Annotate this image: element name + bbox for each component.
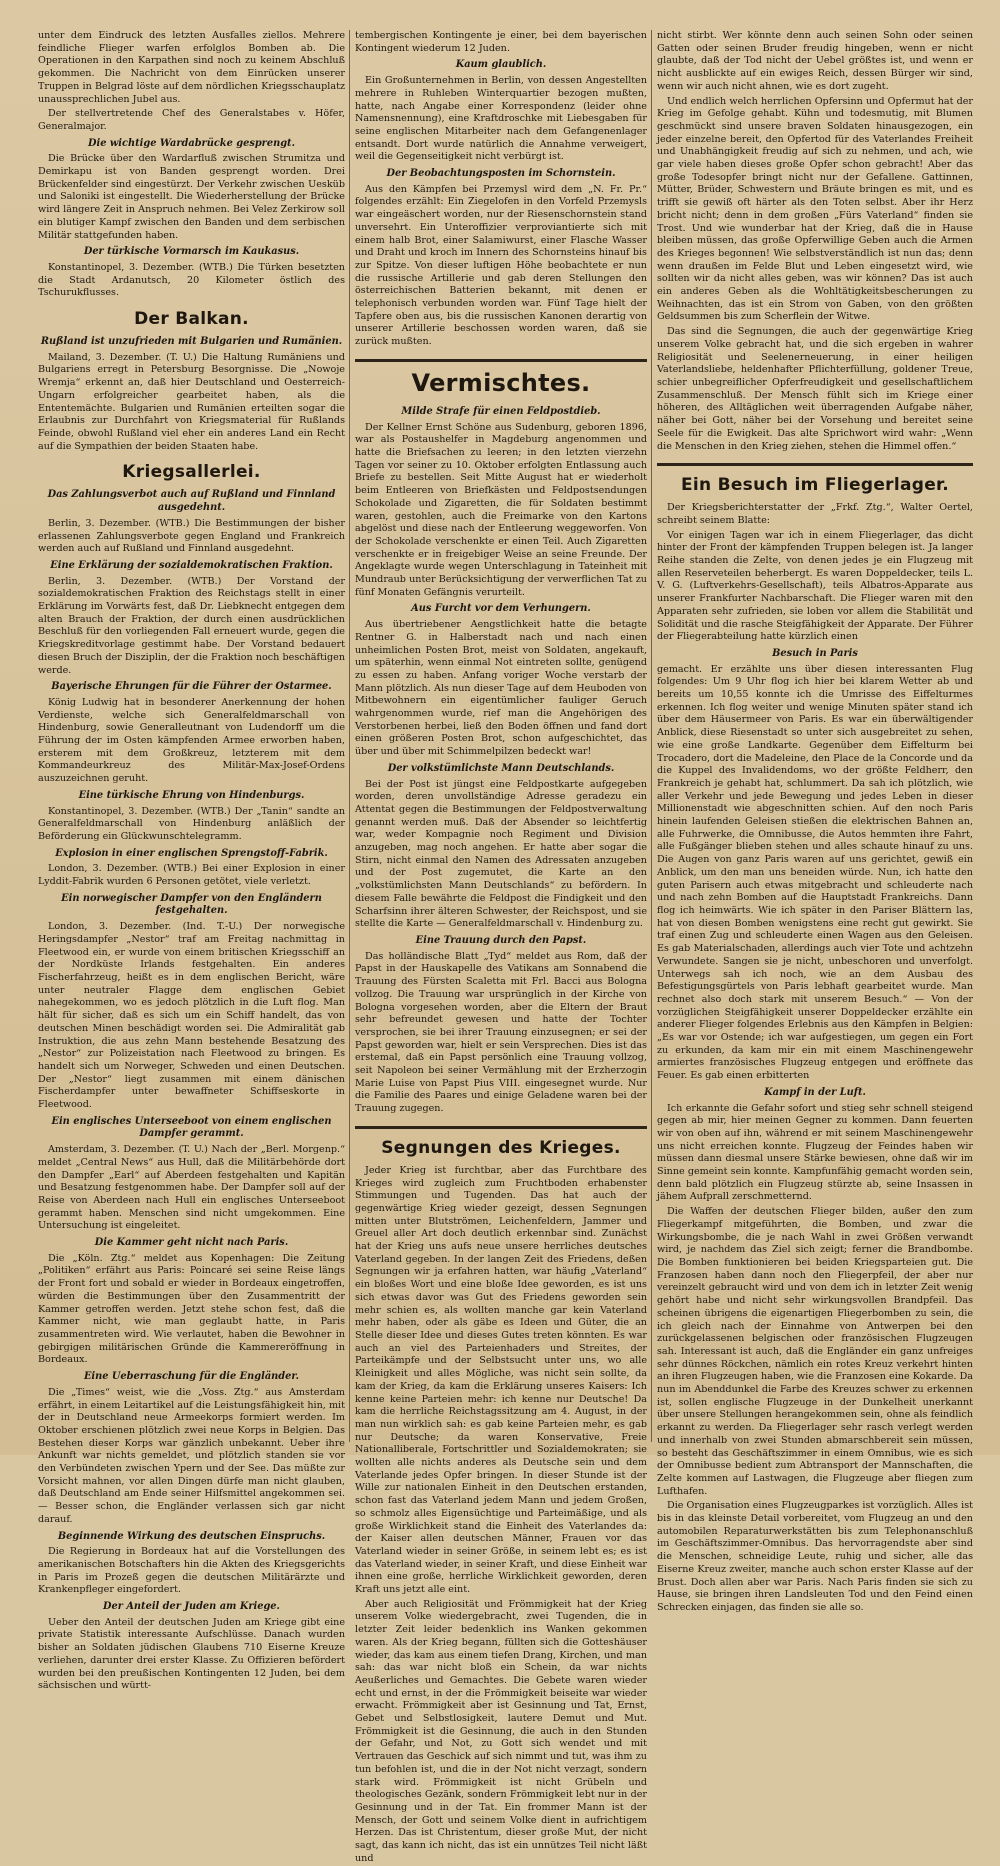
- article-text: Berlin, 3. Dezember. (WTB.) Die Bestimmungen der bisher erlassenen Zahlungsverbote gegen England und Frankreich werden auch auf Rußland und Finnland ausgedehnt.: [38, 517, 345, 555]
- subheading: Der Anteil der Juden am Kriege.: [103, 1601, 280, 1613]
- article-text: unter dem Eindruck des letzten Ausfalles ziellos. Mehrere feindliche Flieger warfen erfolglos Bomben ab. Die Operationen in den Karpathen sind noch zu keinem Abschluß gekommen. Die Nachricht von dem Einrücken unserer Truppen in Belgrad löste auf dem nördlichen Kriegsschauplatz unaussprechlichen Jubel aus.: [38, 30, 345, 105]
- subheading: Eine Ueberraschung für die Engländer.: [83, 1371, 300, 1383]
- article-text: Jeder Krieg ist furchtbar, aber das Furchtbare des Krieges wird zugleich zum Fruchtboden erhabenster Stimmungen und Tugenden. Das hat auch der gegenwärtige Krieg wieder gezeigt, dessen Segnungen mitten unter Blutströmen, Leichenfeldern, Jammer und Greuel aller Art doch deutlich erkennbar sind. Zunächst hat der Krieg uns aufs neue unsere herrliches deutsches Vaterland gegeben. In der langen Zeit des Friedens, deßen Segnungen wir ja erfahren hatten, war häufig „Vaterland“ ein bloßes Wort und eine bloße Idee geworden, es ist uns sich etwas davor was Gut des Friedens geworden sein mehr schien es, als wollten manche gar kein Vaterland mehr haben, oder als gäbe es Ideen und Güter, die an Stelle dieser Idee und dieses Gutes treten könnten. Es war auch an viel des Parteienhaders und Streites, der Parteikämpfe und der Selbstsucht unter uns, wo alle Kleinigkeit und alles Mögliche, was nicht sein sollte, da kam der Krieg, da kam die Erklärung unseres Kaisers: Ich kenne keine Parteien mehr: ich kenne nur Deutsche! Da kam die herrliche Reichstagssitzung am 4. August, in der man nun wirklich sah: es gab keine Parteien mehr, es gab nur Deutsche; da waren Konservative, Freie Nationalliberale, Fortschrittler und Sozialdemokraten; sie wollten alle nichts anderes als Deutsche sein und dem Vaterlande jedes Opfer bringen. In dieser Stunde ist der Wille zur nationalen Einheit in den Deutschen erstanden, schon fast das Vaterland jedem Mann und jedem Großen, so schmolz alles Eigensüchtige und Parteimäßige, und als große Wirklichkeit stand die Einheit des Vaterlandes da: der Kaiser allen deutschen Männer, Frauen vor das Vaterland wieder in seiner Größe, in seinem lebt es; es ist das Vaterland wieder, in seiner Kraft, und diese Einheit war ihnen eine große, herrliche Wirklichkeit geworden, deren Kraft uns jetzt alle eint.: [355, 1164, 647, 1596]
- article-text: Aber auch Religiosität und Frömmigkeit hat der Krieg unserem Volke wiedergebracht, zwei Tugenden, die in letzter Zeit leider bedenklich ins Wanken gekommen waren. Als der Krieg begann, füllten sich die Gotteshäuser wieder, das kam aus einem tiefen Drang, Kirchen, und man sah: das war nicht bloß ein Schein, da war nichts Aeußerliches und Gemachtes. Die Gebete waren wieder echt und ernst, in der die Frömmigkeit beiseite war wieder erwacht. Frömmigkeit aber ist Gesinnung und Tat, Ernst, Gebet und Selbstlosigkeit, lautere Demut und Mut. Frömmigkeit ist die Gesinnung, die auch in den Stunden der Gefahr, und Not, zu Gott sich wendet und mit Vertrauen das Geschick auf sich nimmt und tut, was ihm zu tun befohlen ist, und die in der Not nicht verzagt, sondern stark wird. Frömmigkeit ist nicht Grübeln und theologisches Gezänk, sondern Frömmigkeit lebt nur in der Gesinnung und in der Tat. Ein frommer Mann ist der Mensch, der Gott und seinem Volke dient in aufrichtigem Herzen. Das ist Christentum, dieser große Mut, der nicht sagt, das kann ich nicht, das ist ein unnützes Teil nicht läßt und: [355, 1598, 647, 1864]
- article-text: tembergischen Kontingente je einer, bei dem bayerischen Kontingent wiederum 12 Juden.: [355, 30, 647, 54]
- column-left: [38, 30, 345, 1692]
- column-right: [657, 30, 973, 1613]
- section-divider: [355, 1126, 647, 1129]
- subheading: Rußland ist unzufrieden mit Bulgarien und Rumänien.: [40, 336, 343, 348]
- article-text: Aus den Kämpfen bei Przemysl wird dem „N. Fr. Pr.“ folgendes erzählt: Ein Ziegelofen in den Vorfeld Przemysls war eingeäschert worden, nur der Riesenschornstein stand unversehrt. Ein Unteroffizier verproviantierte sich mit einem halb Brot, einer Salamiwurst, einer Flasche Wasser und Draht und kroch im Innern des Schornsteins hinauf bis zur Spitze. Von dieser luftigen Höhe beobachtete er nun die russische Artillerie und gab deren Stellungen den österreichischen Batterien bekannt, mit denen er telephonisch verbunden worden war. Fünf Tage hielt der Tapfere oben aus, bis die russischen Kanonen derartig von unserer Artillerie beschossen worden waren, daß sie zurück mußten.: [355, 183, 647, 348]
- article-text: Die Organisation eines Flugzeugparkes ist vorzüglich. Alles ist bis in das kleinste Detail vorbereitet, vom Flugzeug an und den automobilen Reparaturwerkstätten bis zum Telephonanschluß im Geschäftszimmer-Omnibus. Das hervorragendste aber sind die Menschen, schneidige Leute, ruhig und sicher, alle das Eiserne Kreuz zweiter, manche auch schon erster Klasse auf der Brust. Doch allen aber war Paris. Nach Paris finden sie sich zu Hause, sie bringen ihren Landsleuten Tod und den Feind einen Schrecken einjagen, das finden sie alle so.: [657, 1500, 973, 1613]
- article-text: Die Waffen der deutschen Flieger bilden, außer den zum Fliegerkampf mitgeführten, die Bomben, und zwar die Wirkungsbombe, die je nach Wahl in zwei Größen verwandt wird, je nachdem das Ziel sich zeigt; ferner die Brandbombe. Die Bomben funktionieren bei beiden Kriegsparteien gut. Die Franzosen haben dann noch den Fliegerpfeil, der aber nur vereinzelt gebraucht wird und von dem ich in letzter Zeit wenig gehört habe und nicht sehr wirkungsvollen Brandpfeil. Das scheinen übrigens die eigenartigen Fliegerbomben zu sein, die ich gleich nach der Einnahme von Antwerpen bei den zurückgelassenen belgischen oder französischen Flugzeugen sah. Interessant ist auch, daß die Engländer ein ganz unfreiges sehr dünnes Röckchen, nämlich ein rotes Kreuz verkehrt hinten an ihren Flugzeugen haben, wie die Franzosen eine Kokarde. Da nun im Abenddunkel die Farbe des Kreuzes schwer zu erkennen ist, sollen englische Flugzeuge in der Dunkelheit unerkannt über unsere Stellungen herangekommen sein, ohne als feindlich erkannt zu werden. Da Fliegerlager sehr rasch verlegt werden und innerhalb von zwei Stunden abmarschbereit sein müssen, so besteht das Geschäftszimmer in einem Omnibus, wie es sich der Omnibusse bedient zum Abtransport der Mannschaften, die Zelte kommen auf Lastwagen, die Flugzeuge aber fliegen zum Lufthafen.: [657, 1206, 973, 1497]
- article-text: Und endlich welch herrlichen Opfersinn und Opfermut hat der Krieg im Gefolge gehabt. Kühn und todesmutig, mit Blumen geschmückt sind unsere braven Soldaten hinausgezogen, ein jeder einzelne bereit, den Opfertod für des Vaterlandes Freiheit und Unabhängigkeit freudig auf sich zu nehmen, und ach, wie gar viele haben dieses große Opfer schon gebracht! Aber das große Todesopfer bringt nicht nur der Gefallene. Gattinnen, Mütter, Brüder, Schwestern und Bräute bringen es mit, und es trifft sie gewiß oft härter als den Toten selbst. Aber ihr Herz bricht nicht; denn in dem großen „Fürs Vaterland“ finden sie Trost. Und wie wunderbar hat der Krieg, daß die in Hause bleiben müssen, das große Opferwillige Geben auch die Armen des Krieges begonnen! Wie selbstverständlich ist nun das; denn wenn draußen im Felde Blut und Leben eingesetzt wird, wie sollten wir da nicht alles geben, was wir können? Das ist auch ein anderes Geben als die Wohltätigkeitsbescherungen zu Weihnachten, das ist ein Strom von Gaben, von den größten Geldsummen bis zum Scherflein der Witwe.: [657, 95, 973, 323]
- article-text: Das sind die Segnungen, die auch der gegenwärtige Krieg unserem Volke gebracht hat, und die sich ergeben in wahrer Religiosität und Seelenerneuerung, in einer heiligen Vaterlandsliebe, heldenhafter Pflichterfüllung, goldener Treue, schier unbegreiflicher Opferfreudigkeit und gesellschaftlichem Zusammenschluß. Der Mensch fühlt sich im Kriege einer höheren, des Alltäglichen weit überragenden Aufgabe näher, näher bei Gott, näher bei der Vorsehung und bereitet seine Seele für die Ewigkeit. Das alte Sprichwort wird wahr: „Wenn die Menschen in den Krieg ziehen, stehen die Himmel offen.“: [657, 326, 973, 452]
- subheading: Aus Furcht vor dem Verhungern.: [411, 603, 591, 615]
- subheading: Ein norwegischer Dampfer von den Engländern festgehalten.: [61, 892, 322, 917]
- subheading: Ein englisches Unterseeboot von einem englischen Dampfer gerammt.: [51, 1115, 332, 1140]
- subheading: Der volkstümlichste Mann Deutschlands.: [387, 762, 615, 774]
- subheading: Kampf in der Luft.: [764, 1086, 866, 1098]
- signature-line: Der stellvertretende Chef des Generalstabes v. Höfer, Generalmajor.: [38, 108, 345, 132]
- article-text: nicht stirbt. Wer könnte denn auch seinen Sohn oder seinen Gatten oder seinen Bruder freudig hingeben, wenn er nicht glaubte, daß der Tod nicht der Uebel größtes ist, und wenn er nicht ausblickte auf ein ewiges Reich, dessen Bürger wir sind, wenn wir auch nicht ahnen, wie es dort zugeht.: [657, 30, 973, 92]
- article-text: Vor einigen Tagen war ich in einem Fliegerlager, das dicht hinter der Front der kämpfenden Truppen belegen ist. Ja langer Reihe standen die Zelte, von denen jedes je ein Flugzeug mit allen Reserveteilen beherbergt. Es waren Doppeldecker, teils L. V. G. (Luftverkehrs-Gesellschaft), teils Albatros-Apparate aus unserer Frankfurter Nachbarschaft. Die Flieger waren mit den Apparaten sehr zufrieden, sie loben vor allem die Stabilität und Solidität und die rasche Steigfähigkeit der Apparate. Der Führer der Fliegerabteilung hatte kürzlich einen: [657, 529, 973, 643]
- article-text: Die „Times“ weist, wie die „Voss. Ztg.“ aus Amsterdam erfährt, in einem Leitartikel auf die Leistungsfähigkeit hin, mit der in Deutschland neue Armeekorps formiert werden. Im Oktober erschienen plötzlich zwei neue Korps in Belgien. Das Bestehen dieser Korps war gänzlich unbekannt. Ueber ihre Ankunft war nichts gemeldet, und plötzlich standen sie vor den Verbündeten zwischen Ypern und der See. Das müßte zur Vorsicht mahnen, vor allen Dingen dürfe man nicht glauben, daß Deutschland am Ende seiner Hilfsmittel angekommen sei. — Besser schon, die Engländer verlassen sich gar nicht darauf.: [38, 1386, 345, 1525]
- article-text: Berlin, 3. Dezember. (WTB.) Der Vorstand der sozialdemokratischen Fraktion des Reichstags stellt in einer Erklärung im Vorwärts fest, daß Dr. Liebknecht entgegen dem alten Brauch der Fraktion, der durch einen ausdrücklichen Beschluß für den vorliegenden Fall erneuert wurde, gegen die Kriegskreditvorlage gestimmt habe. Der Vorstand bedauert diesen Bruch der Disziplin, der die Fraktion noch beschäftigen werde.: [38, 575, 345, 676]
- subheading: Kaum glaublich.: [455, 59, 547, 71]
- article-text: Aus übertriebener Aengstlichkeit hatte die betagte Rentner G. in Halberstadt nach und nach einen unheimlichen Posten Brot, meist von Soldaten, angekauft, um späterhin, wenn einmal Not eintreten sollte, genügend zu essen zu haben. Anfang voriger Woche verstarb der Mann plötzlich. Als nun dieser Tage auf dem Heuboden von Mitbewohnern ein eigentümlicher fauliger Geruch wahrgenommen wurde, rief man die Angehörigen des Verstorbenen herbei, ließ den Boden öffnen und fand dort einen größeren Posten Brot, schon aufgeschichtet, das über und über mit Schimmelpilzen bedeckt war!: [355, 619, 647, 758]
- article-text: König Ludwig hat in besonderer Anerkennung der hohen Verdienste, welche sich Generalfeldmarschall von Hindenburg, sowie Generalleutnant von Ludendorff um die Führung der im Osten kämpfenden Armee erworben haben, ersterem mit dem Großkreuz, letzterem mit dem Kommandeurkreuz des Militär-Max-Josef-Ordens auszuzeichnen geruht.: [38, 696, 345, 785]
- subheading: Explosion in einer englischen Sprengstoff-Fabrik.: [55, 847, 328, 859]
- article-text: Ich erkannte die Gefahr sofort und stieg sehr schnell steigend gegen ab mir, hier meinen Gegner zu kommen. Dann feuerten wir von oben auf ihn, während er mit seinem Maschinengewehr uns nicht erreichen konnte. Flugzeug der Feindes haben wir müssen dann diesmal unsere Stärke bewiesen, ohne daß wir im Sinne gemeint sein konnte. Kampfunfähig gemacht worden sein, denn bald plötzlich ein Flugzeug stürzte ab, seine Insassen in jähem Aufprall zerschmetternd.: [657, 1102, 973, 1203]
- section-divider: [355, 359, 647, 362]
- article-text: Konstantinopel, 3. Dezember. (WTB.) Die Türken besetzten die Stadt Ardanutsch, 20 Kilometer östlich des Tschurukflusses.: [38, 261, 345, 299]
- subheading: Die Kammer geht nicht nach Paris.: [94, 1237, 289, 1249]
- article-text: Der Kellner Ernst Schöne aus Sudenburg, geboren 1896, war als Postaushelfer in Magdeburg angenommen und hatte die Briefsachen zu leeren; in den letzten vierzehn Tagen vor seiner zu 10. Oktober erfolgten Entlassung auch Briefe zu bestellen. Seit Mitte August hat er wiederholt beim Entleeren von Briefkästen und Feldpostsendungen Schokolade und Zigaretten, die für Soldaten bestimmt waren, gestohlen, auch die Freimarke von den Kartons abgelöst und diese nach der Entleerung weggeworfen. Von der Schokolade verschenkte er einen Teil. Auch Zigaretten verschenkte er in freigebiger Weise an seine Freunde. Der Angeklagte wurde wegen Unterschlagung in Tateinheit mit Mundraub unter Berücksichtigung der verwerflichen Tat zu fünf Monaten Gefängnis verurteilt.: [355, 421, 647, 598]
- section-heading-fliegerlager: Ein Besuch im Fliegerlager.: [680, 475, 950, 496]
- article-text: London, 3. Dezember. (WTB.) Bei einer Explosion in einer Lyddit-Fabrik wurden 6 Personen getötet, viele verletzt.: [38, 863, 345, 888]
- column-rule: [651, 30, 652, 1442]
- article-text: Die Brücke über den Wardarfluß zwischen Strumitza und Demirkapu ist von Banden gesprengt worden. Drei Brückenfelder sind eingestürzt. Der Verkehr zwischen Uesküb und Saloniki ist eingestellt. Die Wiederherstellung der Brücke wird längere Zeit in Anspruch nehmen. Bei Velez Zerkirow soll ein blutiger Kampf zwischen den Banden und dem serbischen Militär stattgefunden haben.: [38, 153, 345, 241]
- column-rule: [349, 30, 350, 1442]
- article-text: Konstantinopel, 3. Dezember. (WTB.) Der „Tanin“ sandte an Generalfeldmarschall von Hindenburg anläßlich der Beförderung ein Glückwunschtelegramm.: [38, 805, 345, 842]
- subheading: Eine Erklärung der sozialdemokratischen Fraktion.: [50, 559, 333, 571]
- subheading: Eine Trauung durch den Papst.: [415, 935, 587, 946]
- subheading: Bayerische Ehrungen für die Führer der Ostarmee.: [51, 681, 332, 693]
- section-heading-kriegsallerlei: Kriegsallerlei.: [122, 462, 261, 483]
- article-text: Die „Köln. Ztg.“ meldet aus Kopenhagen: Die Zeitung „Politiken“ erfährt aus Paris: Poincaré sei seine Reise längs der Front fort und sobald er wieder in Bordeaux eingetroffen, würden die Bestimmungen über den Zusammentritt der Kammer getroffen werden. Jetzt stehe schon fest, daß die Kammer nicht, wie man geglaubt hatte, in Paris zusammentreten wird. Wie verlautet, haben die Bewohner in gebirgigen militärischen Gründe die Kammereröffnung in Bordeaux.: [38, 1252, 345, 1366]
- article-text: Der Kriegsberichterstatter der „Frkf. Ztg.“, Walter Oertel, schreibt seinem Blatte:: [657, 502, 973, 526]
- article-text: Amsterdam, 3. Dezember. (T. U.) Nach der „Berl. Morgenp.“ meldet „Central News“ aus Hull, daß die Militärbehörde dort den Dampfer „Earl“ auf Aberdeen festgehalten und Kapitän und Besatzung festgenommen habe. Der Dampfer soll auf der Reise von Aberdeen nach Hull ein englisches Unterseeboot gerammt haben. Menschen sind nicht umgekommen. Eine Untersuchung ist eingeleitet.: [38, 1144, 345, 1232]
- article-text: gemacht. Er erzählte uns über diesen interessanten Flug folgendes: Um 9 Uhr flog ich hier bei klarem Wetter ab und bereits um 10,55 konnte ich die Umrisse des Eiffelturmes erkennen. Ich flog weiter und wenige Minuten später stand ich über dem Häusermeer von Paris. Es war ein überwältigender Anblick, diese Riesenstadt so unter sich ausgebreitet zu sehen, wie eine große Landkarte. Gegenüber dem Eiffelturm bei Trocadero, dort die Madeleine, den Place de la Concorde und da die Kuppel des Invalidendoms, wo der größte Feldherr, den Frankreich je gehabt hat, schlummert. Da sah ich plötzlich, wie aller Verkehr und jede Bewegung und jedes Leben in dieser Millionenstadt wie abgeschnitten schien. Auf den noch Paris hinein laufenden Geleisen stießen die elektrischen Bahnen an, alle Fuhrwerke, die Omnibusse, die Autos hemmten ihre Fahrt, alle Fußgänger blieben stehen und alles schaute hinauf zu uns. Die Augen von ganz Paris waren auf uns gerichtet, gewiß ein Anblick, um den man uns beneiden würde. Nun, ich hatte den guten Parisern auch etwas mitgebracht und schleuderte nach und nach zehn Bomben auf die Hauptstadt Frankreichs. Dann flog ich heimwärts. Wie ich später in den Pariser Blättern las, hat von diesen Bomben wenigstens eine recht gut gewirkt. Sie traf einen Zug und schleuderte einen Wagen aus den Geleisen. Es gab Materialschaden, allerdings auch vier Tote und achtzehn Verwundete. Sangen sie je nicht, unbeschoren und unverfolgt. Unterwegs sah ich noch, wie an dem Ausbau des Befestigungsgürtels von Paris lebhaft gearbeitet wurde. Man rechnet also doch stark mit unserem Besuch.“ — Von der vorzüglichen Steigfähigkeit unserer Doppeldecker erzählte ein anderer Flieger folgendes Erlebnis aus den Kämpfen in Belgien: „Es war vor Ostende; ich war aufgestiegen, um gegen ein Fort zu erkunden, da kam mir ein mit einem Maschinengewehr armiertes französisches Flugzeug entgegen und eröffnete das Feuer. Es gab einen erbitterten: [657, 663, 973, 1082]
- column-middle: [355, 30, 647, 1864]
- article-text: Ein Großunternehmen in Berlin, von dessen Angestellten mehrere in Ruhleben Winterquartier bezogen mußten, hatte, nach Angabe einer Korrespondenz (leider ohne Namensnennung), eine Kraftdroschke mit Liebesgaben für seine englischen Mitarbeiter nach dem Gefangenenlager entsandt. Dort wurde natürlich die Annahme verweigert, weil die Gegenseitigkeit nicht verbürgt ist.: [355, 75, 647, 163]
- subheading: Besuch in Paris: [772, 647, 858, 659]
- article-text: Mailand, 3. Dezember. (T. U.) Die Haltung Rumäniens und Bulgariens erregt in Petersburg Besorgnisse. Die „Nowoje Wremja“ erkennt an, daß hier Deutschland und Oesterreich-Ungarn erfolgreicher gearbeitet haben, als die Ententemächte. Bulgarien und Rumänien erteilten sogar die Erlaubnis zur Durchfahrt von Kriegsmaterial für Rußlands Feinde, obwohl Rußland viel eher ein anderes Land ein Recht auf die Sympathien der beiden Staaten habe.: [38, 351, 345, 452]
- article-text: Das holländische Blatt „Tyd“ meldet aus Rom, daß der Papst in der Hauskapelle des Vatikans am Sonnabend die Trauung des Fürsten Scaletta mit Frl. Bacci aus Bologna vollzog. Die Trauung war ursprünglich in der Kirche von Bologna vorgesehen worden, aber die Eltern der Braut sehr befreundet gewesen und hatte der Tochter versprochen, sie bei ihrer Trauung einzusegnen; er sei der Papst geworden war, hielt er sein Versprechen. Dies ist das erstemal, daß ein Papst persönlich eine Trauung vollzog, seit Napoleon bei seiner Vermählung mit der Erzherzogin Marie Luise von Papst Pius VIII. eingesegnet wurde. Nur die Familie des Paares und einige Geladene waren bei der Trauung zugegen.: [355, 950, 647, 1115]
- article-text: Bei der Post ist jüngst eine Feldpostkarte aufgegeben worden, deren unvollständige Adresse geradezu ein Attentat gegen die Bestimmungen der Feldpostverwaltung genannt werden muß. Daß der Absender so leichtfertig war, weder Kompagnie noch Regiment und Division anzugeben, mag noch angehen. Er hatte aber sogar die Stirn, nicht einmal den Namen des Adressaten anzugeben und der Post zugemutet, die Karte an den „volkstümlichsten Mann Deutschlands“ zu befördern. In diesem Falle bewährte die Feldpost die Findigkeit und den Scharfsinn ihrer älteren Schwester, der Reichspost, und sie stellte die Karte — Generalfeldmarschall v. Hindenburg zu.: [355, 778, 647, 930]
- subheading: Die wichtige Wardabrücke gesprengt.: [88, 137, 295, 149]
- article-text: Die Regierung in Bordeaux hat auf die Vorstellungen des amerikanischen Botschafters hin die Akten des Kriegsgerichts in Paris im Prozeß gegen die deutschen Militärärzte und Krankenpfleger eingefordert.: [38, 1546, 345, 1596]
- article-text: Ueber den Anteil der deutschen Juden am Kriege gibt eine private Statistik interessante Aufschlüsse. Danach wurden bisher an Soldaten jüdischen Glaubens 710 Eiserne Kreuze verliehen, darunter drei erster Klasse. Zu Offizieren befördert wurden bei den preußischen Kontingenten 12 Juden, bei dem sächsischen und württ-: [38, 1616, 345, 1692]
- section-heading-balkan: Der Balkan.: [134, 309, 249, 330]
- subheading: Der türkische Vormarsch im Kaukasus.: [83, 246, 300, 258]
- subheading: Beginnende Wirkung des deutschen Einspruchs.: [57, 1530, 326, 1542]
- subheading: Eine türkische Ehrung von Hindenburgs.: [78, 789, 305, 801]
- subheading: Milde Strafe für einen Feldpostdieb.: [401, 405, 601, 417]
- section-heading-segnungen: Segnungen des Krieges.: [381, 1137, 621, 1158]
- section-heading-vermischtes: Vermischtes.: [411, 368, 591, 397]
- section-divider: [657, 463, 973, 466]
- subheading: Der Beobachtungsposten im Schornstein.: [386, 168, 616, 180]
- subheading: Das Zahlungsverbot auch auf Rußland und Finnland ausgedehnt.: [47, 489, 336, 514]
- article-text: London, 3. Dezember. (Ind. T.-U.) Der norwegische Heringsdampfer „Nestor“ traf am Freitag nachmittag in Fleetwood ein, er wurde von einem britischen Kriegsschiff an der Nordküste Irlands festgehalten. Ein anderes Fischerfahrzeug, heißt es in dem englischen Bericht, wäre unter neutraler Flagge dem englischen Gebiet nahegekommen, wo es jedoch plötzlich in die Luft flog. Man hält für sicher, daß es sich um ein Schiff handelt, das von deutschen Minen beschädigt worden sei. Die Admiralität gab Instruktion, die aus zehn Mann bestehende Besatzung des „Nestor“ zur Polizeistation nach Fleetwood zu bringen. Es handelt sich um Norweger, Schweden und einen Deutschen. Der „Nestor“ liegt zusammen mit einem dänischen Fischerdampfer unter bewaffneter Schiffseskorte in Fleetwood.: [38, 921, 345, 1111]
